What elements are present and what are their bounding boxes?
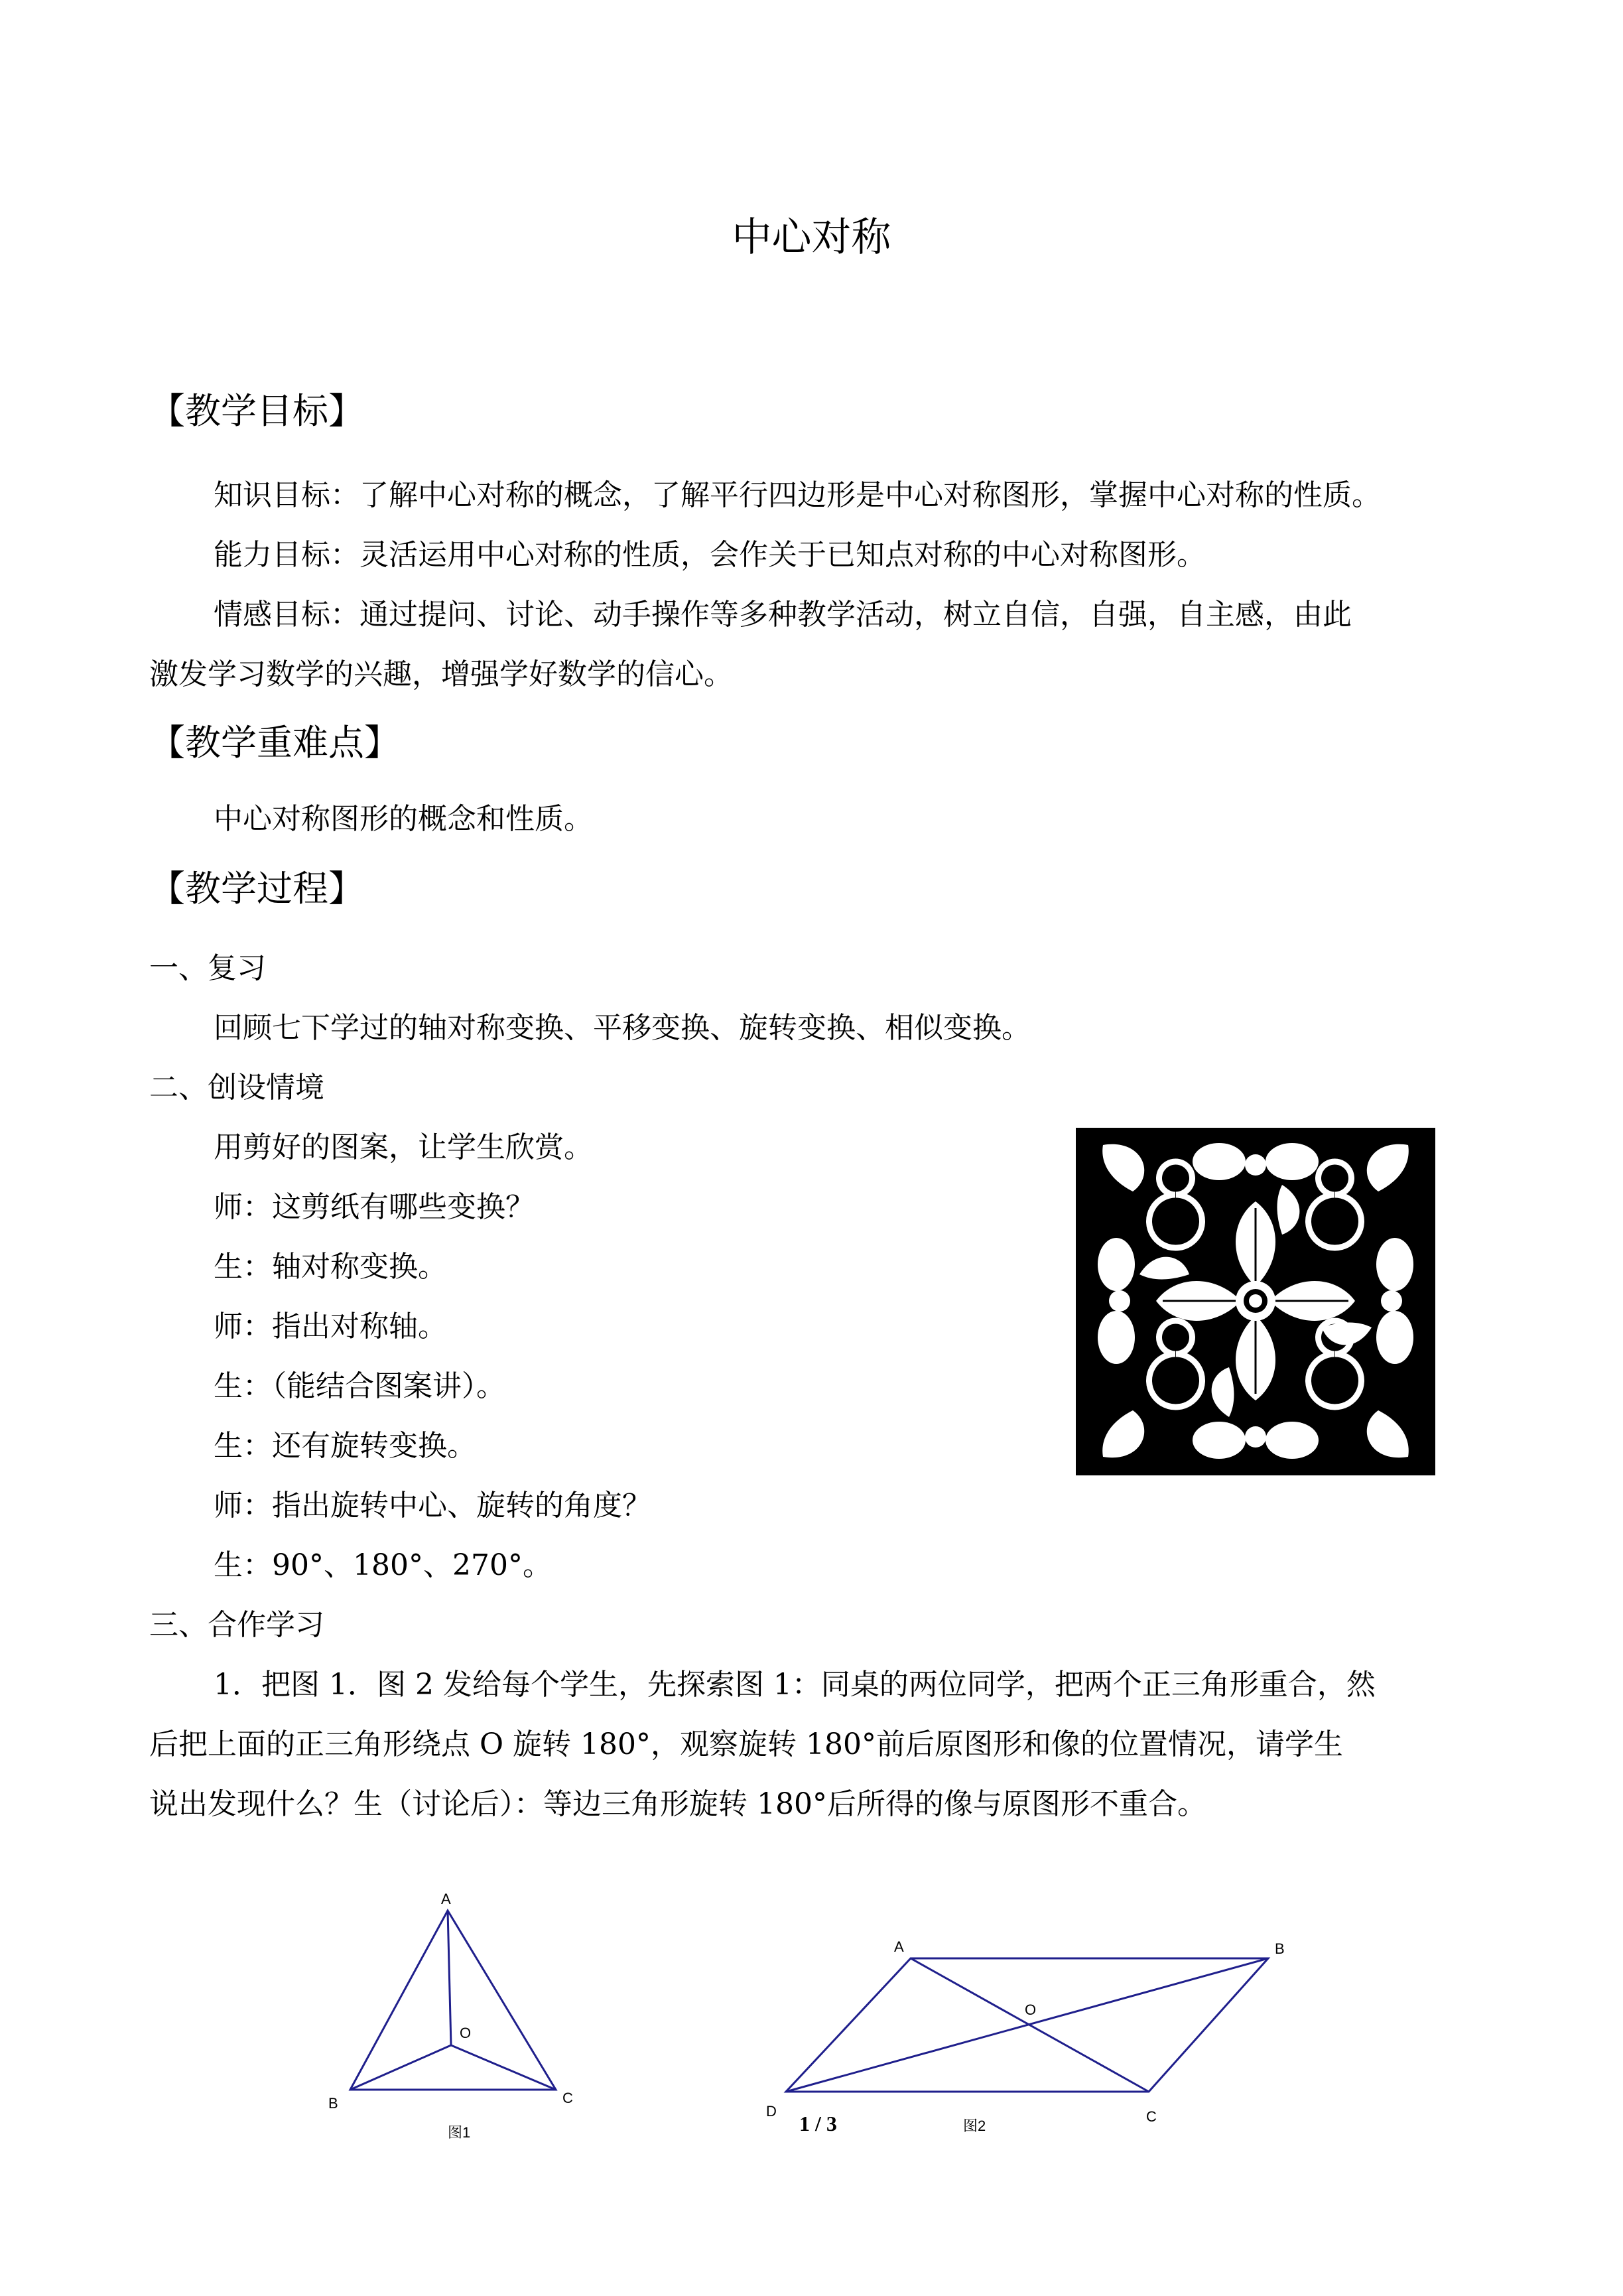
label-A: A [441, 1891, 451, 1907]
part-situation-title: 二、创设情境 [149, 1071, 324, 1105]
part-cooperate-title: 三、合作学习 [149, 1608, 324, 1642]
label-C: C [562, 2090, 573, 2106]
heading-key-points: 【教学重难点】 [149, 722, 400, 764]
cooperate-line-1: 1．把图 1．图 2 发给每个学生，先探索图 1：同桌的两位同学，把两个正三角形重合，然 [214, 1668, 1376, 1702]
page-title: 中心对称 [732, 214, 891, 261]
dialog-line: 师：指出对称轴。 [214, 1310, 447, 1343]
papercut-pattern-image [1076, 1120, 1435, 1475]
dialog-line: 生：90°、180°、270°。 [214, 1548, 552, 1582]
dialog-line: 生：（能结合图案讲）。 [214, 1369, 505, 1403]
figure-2-caption: 图2 [963, 2118, 986, 2134]
cooperate-line-2: 后把上面的正三角形绕点 O 旋转 180°，观察旋转 180°前后原图形和像的位置情况，请学生 [149, 1727, 1343, 1761]
figure-2-parallelogram [756, 1924, 1300, 2149]
part-review-title: 一、复习 [149, 951, 266, 985]
goal-emotion: 情感目标：通过提问、讨论、动手操作等多种教学活动，树立自信，自强，自主感，由此 [214, 598, 1352, 632]
page-number: 1 / 3 [799, 2112, 837, 2135]
figure-1-caption: 图1 [448, 2124, 471, 2141]
dialog-line: 生：还有旋转变换。 [214, 1429, 476, 1463]
goal-ability: 能力目标：灵活运用中心对称的性质，会作关于已知点对称的中心对称图形。 [214, 538, 1206, 572]
goal-knowledge: 知识目标：了解中心对称的概念，了解平行四边形是中心对称图形，掌握中心对称的性质。 [214, 478, 1381, 512]
label-B: B [1275, 1940, 1285, 1957]
key-points-text: 中心对称图形的概念和性质。 [214, 802, 593, 836]
dialog-line: 用剪好的图案，让学生欣赏。 [214, 1130, 593, 1164]
heading-teaching-process: 【教学过程】 [149, 868, 364, 910]
figure-1-triangle [318, 1884, 597, 2149]
heading-teaching-goals: 【教学目标】 [149, 390, 364, 432]
label-A: A [894, 1938, 904, 1955]
label-B: B [328, 2095, 338, 2112]
goal-emotion-cont: 激发学习数学的兴趣，增强学好数学的信心。 [149, 657, 733, 691]
part-review-text: 回顾七下学过的轴对称变换、平移变换、旋转变换、相似变换。 [214, 1011, 1031, 1045]
dialog-line: 生：轴对称变换。 [214, 1250, 447, 1284]
dialog-line: 师：这剪纸有哪些变换？ [214, 1190, 535, 1224]
dialog-line: 师：指出旋转中心、旋转的角度？ [214, 1489, 651, 1522]
label-O: O [460, 2025, 472, 2041]
label-D: D [766, 2103, 777, 2120]
cooperate-line-3: 说出发现什么？生（讨论后）：等边三角形旋转 180°后所得的像与原图形不重合。 [149, 1787, 1206, 1821]
label-C: C [1146, 2108, 1157, 2125]
label-O: O [1025, 2001, 1037, 2018]
